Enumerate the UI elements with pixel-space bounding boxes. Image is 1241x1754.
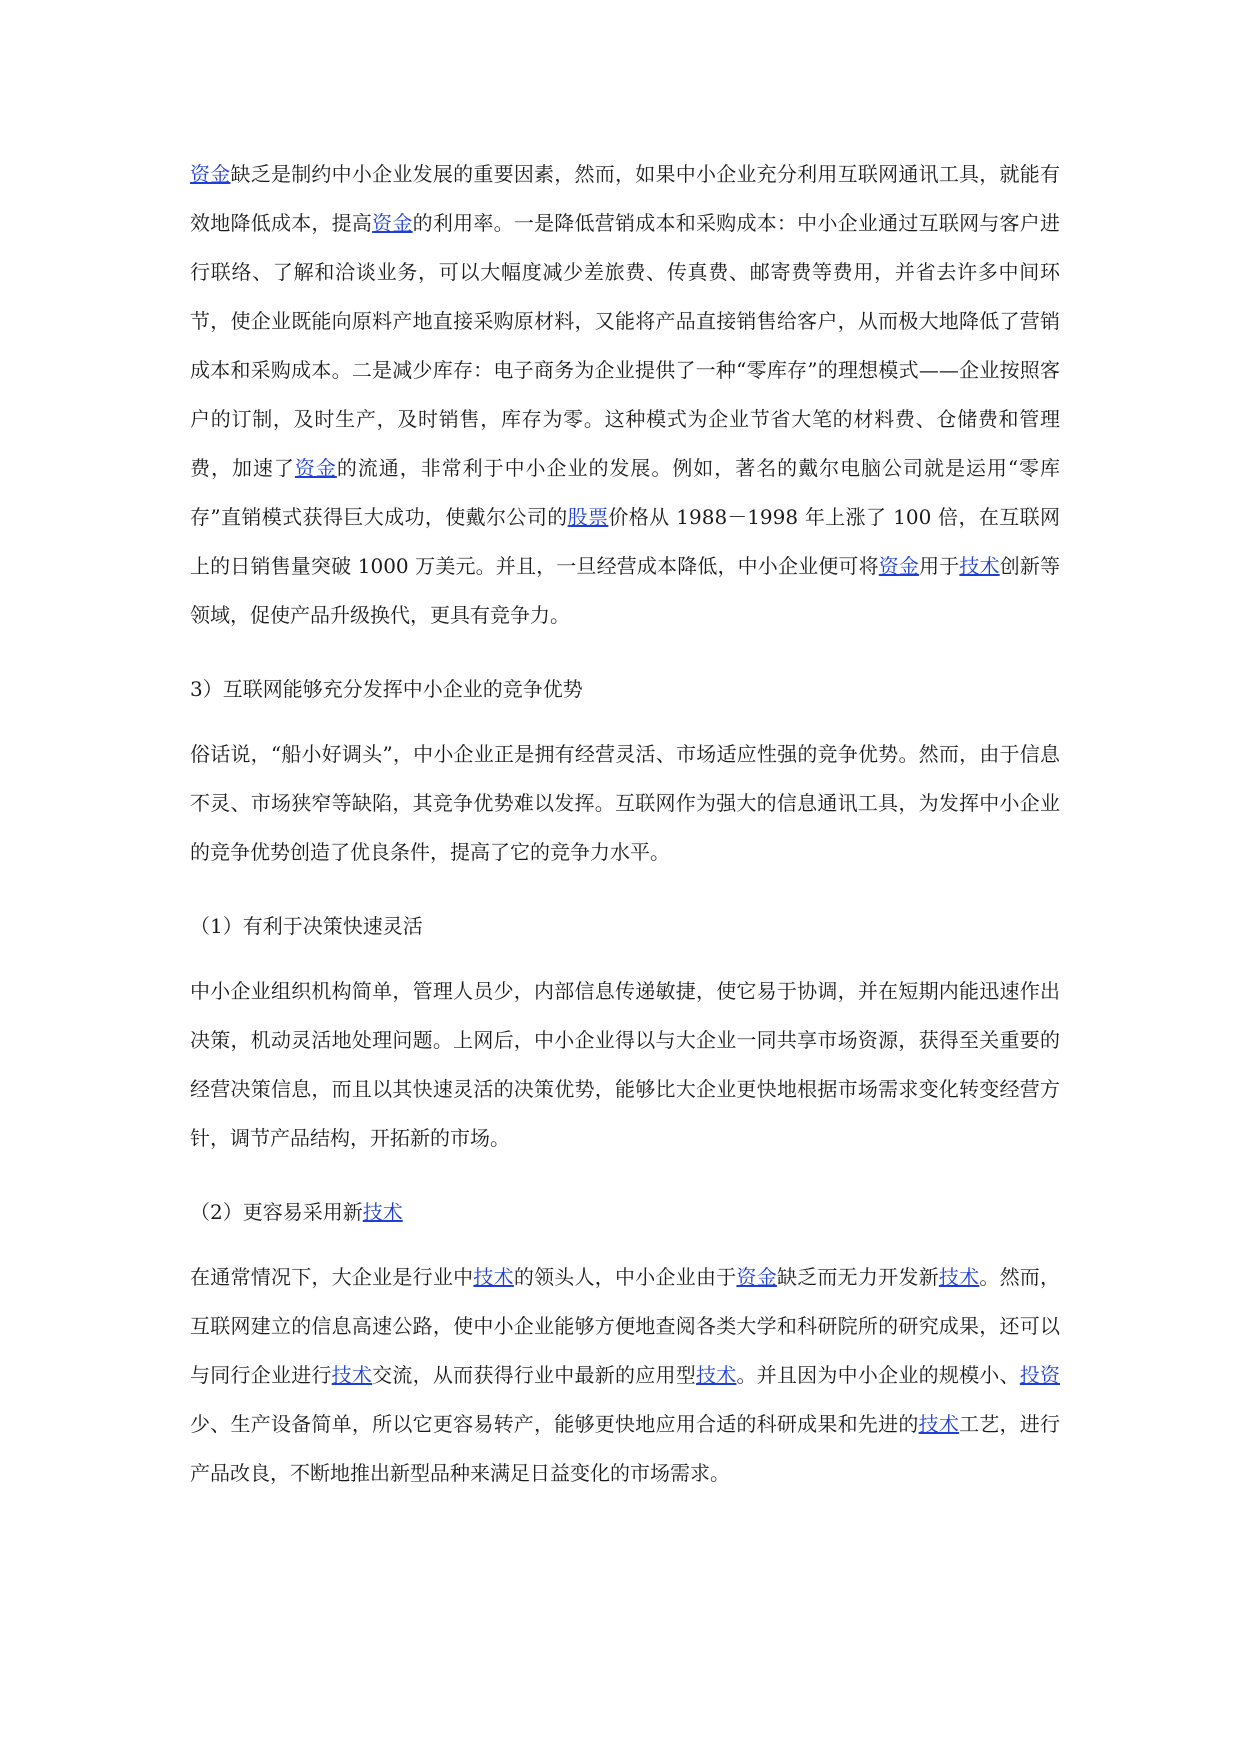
paragraph-text: 俗话说，“船小好调头”，中小企业正是拥有经营灵活、市场适应性强的竞争优势。然而，由于信息不灵、市场狭窄等缺陷，其竞争优势难以发挥。互联网作为强大的信息通讯工具，为发挥中小企业的竞争优势创造了优良条件，提高了它的竞争力水平。: [190, 742, 1060, 864]
link-capital[interactable]: 资金: [372, 211, 413, 235]
paragraph-text: 缺乏是制约中小企业发展的重要因素，然而，如果中小企业充分利用互联网通讯工具，就能有效地降低成本，提高: [190, 162, 1061, 235]
link-capital[interactable]: 资金: [736, 1265, 777, 1289]
paragraph-text: 。并且因为中小企业的规模小、: [736, 1363, 1020, 1387]
paragraph-capital-cost: [190, 150, 1060, 640]
paragraph-text: 。然而，互联网建立的信息高速公路，使中小企业能够方便地查阅各类大学和科研院所的研究成果，还可以与同行企业进行: [190, 1265, 1061, 1387]
link-capital[interactable]: 资金: [190, 162, 231, 186]
document-page: [190, 150, 1060, 1498]
paragraph-organization: [190, 967, 1060, 1163]
paragraph-text: 价格从 1988－1998 年上涨了 100 倍，在互联网上的日销售量突破 1000 万美元。并且，一旦经营成本降低，中小企业便可将: [190, 505, 1061, 578]
subheading-fast-decision: [190, 911, 1060, 941]
paragraph-text: 用于: [919, 554, 960, 578]
paragraph-text: 交流，从而获得行业中最新的应用型: [372, 1363, 696, 1387]
paragraph-text: 少、生产设备简单，所以它更容易转产，能够更快地应用合适的科研成果和先进的: [190, 1412, 919, 1436]
link-capital[interactable]: 资金: [294, 456, 337, 480]
link-investment[interactable]: 投资: [1019, 1363, 1061, 1387]
heading-text: 3）互联网能够充分发挥中小企业的竞争优势: [190, 677, 583, 701]
paragraph-technology: [190, 1253, 1060, 1498]
link-technology[interactable]: 技术: [362, 1200, 403, 1224]
paragraph-text: 工艺，进行产品改良，不断地推出新型品种来满足日益变化的市场需求。: [190, 1412, 1061, 1485]
link-technology[interactable]: 技术: [959, 554, 1000, 578]
paragraph-text: 缺乏而无力开发新: [776, 1265, 939, 1289]
heading-text: （1）有利于决策快速灵活: [190, 914, 423, 938]
link-technology[interactable]: 技术: [331, 1363, 373, 1387]
paragraph-text: 的利用率。一是降低营销成本和采购成本：中小企业通过互联网与客户进行联络、了解和洽谈业务，可以大幅度减少差旅费、传真费、邮寄费等费用，并省去许多中间环节，使企业既能向原料产地直接采购原材料，又能将产品直接销售给客户，从而极大地降低了营销成本和采购成本。二是减少库存：电子商务为企业提供了一种“零库存”的理想模式——企业按照客户的订制，及时生产，及时销售，库存为零。这种模式为企业节省大笔的材料费、仓储费和管理费，加速了: [190, 211, 1061, 480]
paragraph-text: 创新等领域，促使产品升级换代，更具有竞争力。: [190, 554, 1060, 627]
paragraph-text: 的流通，非常利于中小企业的发展。例如，著名的戴尔电脑公司就是运用“零库存”直销模式获得巨大成功，使戴尔公司的: [190, 456, 1061, 529]
link-technology[interactable]: 技术: [918, 1412, 960, 1436]
link-technology[interactable]: 技术: [473, 1265, 514, 1289]
paragraph-small-boat: [190, 730, 1060, 877]
paragraph-text: 中小企业组织机构简单，管理人员少，内部信息传递敏捷，使它易于协调，并在短期内能迅速作出决策，机动灵活地处理问题。上网后，中小企业得以与大企业一同共享市场资源，获得至关重要的经营决策信息，而且以其快速灵活的决策优势，能够比大企业更快地根据市场需求变化转变经营方针，调节产品结构，开拓新的市场。: [190, 979, 1060, 1150]
paragraph-text: 在通常情况下，大企业是行业中: [190, 1265, 474, 1289]
link-technology[interactable]: 技术: [695, 1363, 737, 1387]
link-stock[interactable]: 股票: [567, 505, 609, 529]
section-heading-competitive-advantage: [190, 674, 1060, 704]
subheading-new-technology: [190, 1197, 1060, 1227]
paragraph-text: 的领头人，中小企业由于: [513, 1265, 737, 1289]
link-capital[interactable]: 资金: [878, 554, 920, 578]
heading-text: （2）更容易采用新: [190, 1200, 363, 1224]
link-technology[interactable]: 技术: [938, 1265, 980, 1289]
